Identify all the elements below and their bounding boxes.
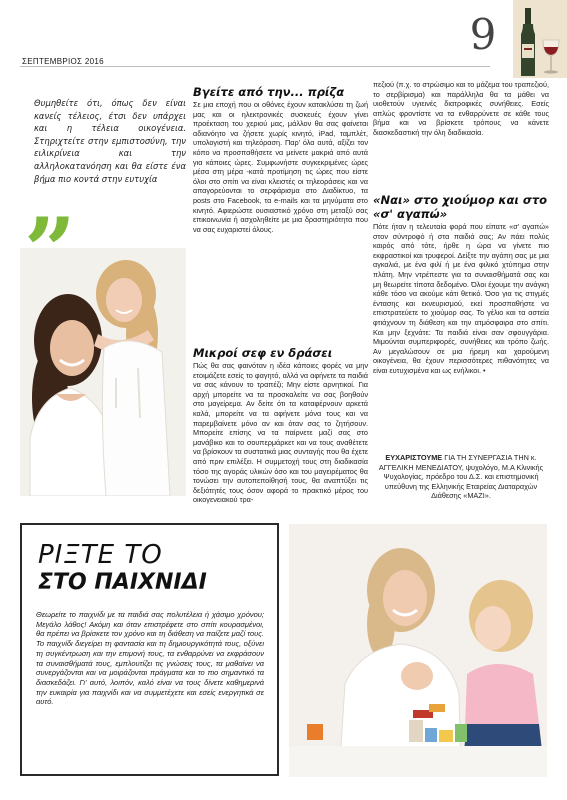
heading-unplug: Βγείτε από την... πρίζα [193,85,345,99]
acknowledgement [373,453,549,501]
paragraph-little-chefs-continued: πεζιού (π.χ. το στρώσιμο και το μάζεμα του τραπεζιού, το σερβίρισμα) και παράλληλα θα τα μάθει να υιοθετούν υγιεινές διατροφικές συνήθειες. Εσείς απλώς φροντίστε να τα ενθαρρύνετε σε κάθε τους βήμα και να βρίσκετε τρόπους να κάνετε διασκεδαστική την όλη διαδικασία. [373,80,549,137]
intro-quote: Θυμηθείτε ότι, όπως δεν είναι κανείς τέλειος, έτσι δεν υπάρχει και η τέλεια οικογένεια. Στηριχτείτε στην εμπιστοσύνη, την ειλικρίνεια και την αλληλοκατανόηση και θα είστε ένα βήμα πιο κοντά στην ευτυχία [34,98,186,184]
box-title-line2: ΣΤΟ ΠΑΙΧΝΙΔΙ [38,570,207,595]
paragraph-little-chefs: Πώς θα σας φαινόταν η ιδέα κάποιες φορές να μην ετοιμάζετε εσείς το φαγητό, αλλά να αφήνετε τα παιδιά να σας κάνουν το τραπέζι; Μην είστε αρνητικοί. Για αρχή μπορείτε να τα προσκαλείτε να σας βοηθούν στο μαγείρεμα. Αν δείτε ότι τα καταφέρνουν αρκετά καλά, μπορείτε να τα αφήνετε μόνα τους και να παρεμβαίνετε μόνο αν και όταν σας το ζητήσουν. Μπορείτε επίσης να τα παίρνετε μαζί σας στο μανάβικο και το σουπερμάρκετ και να τους αναθέτετε να βρίσκουν τα συστατικά μιας συνταγής που θα έχετε από πριν επιλέξει. Η συμμετοχή τους στη διαδικασία τόσο της αγοράς υλικών όσο και του μαγειρέματος θα τονώσει την αυτοπεποίθησή τους, θα αναπτύξει τις δεξιότητές τους όσον αφορά το πρακτικό μέρος του οικογενειακού τρα- [193,361,368,505]
heading-little-chefs: Μικροί σεφ εν δράσει [193,346,333,360]
issue-date: ΣΕΠΤΕΜΒΡΙΟΣ 2016 [22,57,104,66]
box-title-line1: ΡΙΞΤΕ ΤΟ [38,540,163,570]
header-divider [20,66,490,67]
wine-bottle-image [513,0,567,78]
paragraph-humor-love: Πότε ήταν η τελευταία φορά που είπατε «σ' αγαπώ» στον σύντροφό ή στα παιδιά σας; Αν πάει πολύς καιρός από τότε, ήρθε η ώρα να γίνετε πιο εκφραστικοί και τρυφεροί. Δείξτε την αγάπη σας με μια αγκαλιά, με ένα φιλί ή με ένα φιλικό χτύπημα στην πλάτη. Μην ντρέπεστε για τα συναισθήματά σας και μη θεωρείτε τίποτα δεδομένο. Όλοι έχουμε την ανάγκη κάθε τόσο να ακούμε κάτι θετικό. Όσο για τις στιγμές έντασης και εκνευρισμού, εκεί προσπαθήστε να επιστρατεύετε το χιούμορ σας. Το γέλιο και τα αστεία φτιάχνουν τη διάθεση και την ατμόσφαιρα στο σπίτι. Και μην ξεχνάτε: Τα παιδιά είναι σαν σφουγγάρια. Μιμούνται συμπεριφορές, συνήθειες και τρόπο ζωής. Αν μεγαλώσουν σε μια ήρεμη και χαρούμενη οικογένεια, θα έχουν περισσότερες πιθανότητες να είναι ευτυχισμένα και ως ενήλικοι. • [373,222,549,375]
mother-daughter-photo [20,248,186,496]
box-paragraph: Θεωρείτε το παιχνίδι με τα παιδιά σας πολυτέλεια ή χάσιμο χρόνου; Μεγάλο λάθος! Ακόμη και όταν επιστρέφετε στο σπίτι κουρασμένοι, θα πρέπει να βρίσκετε τον χρόνο και τη διάθεση να παίζετε μαζί τους. Το παιχνίδι διεγείρει τη φαντασία και τη δημιουργικότητά τους, οξύνει τη συγκέντρωση και την επιμονή τους, τα ενθαρρύνει να εκφράσουν τα συναισθήματά τους, εμπλουτίζει τις γνώσεις τους, τα μαθαίνει να συνεργάζονται και να μοιράζονται πράγματα και το πιο σημαντικό τα διασκεδάζει. Γι' αυτό, λοιπόν, καλό είναι να τους δίνετε καθημερινά την ευκαιρία για παιχνίδι και να συμμετέχετε και εσείς ενεργητικά σε αυτό. [36,610,264,707]
page-number: 9 [469,10,497,59]
heading-humor-love: «Ναι» στο χιούμορ και στο «σ' αγαπώ» [373,193,548,221]
acknowledgement-lead: ΕΥΧΑΡΙΣΤΟΥΜΕ [385,453,443,462]
acknowledgement-text: ΓΙΑ ΤΗ ΣΥΝΕΡΓΑΣΙΑ ΤΗΝ κ. ΑΓΓΕΛΙΚΗ ΜΕΝΕΔΙΑΤΟΥ, ψυχολόγο, Μ.Α Κλινικής Ψυχολογίας, πρόεδρο του Δ.Σ. και επιστημονική υπεύθυνη της Ελληνικής Εταιρείας Διαταραχών Διάθεσης «ΜΑΖΙ». [378,453,544,501]
paragraph-unplug: Σε μια εποχή που οι οθόνες έχουν κατακλύσει τη ζωή μας και οι ηλεκτρονικές συσκευές έχουν γίνει προέκταση του χεριού μας, μάλλον θα σας φαίνεται αδιανόητο να ζήσετε χωρίς κινητό, iPad, ταμπλέτ, υπολογιστή και τηλεόραση. Παρ' όλα αυτά, αξίζει τον κόπο να προσπαθήσετε να μείνετε μακριά από αυτά για κάποιες ώρες. Συμφωνήστε συγκεκριμένες ώρες μέσα στη μέρα -κατά προτίμηση τις ώρες που είστε όλοι στο σπίτι να είναι κλειστές οι τηλεοράσεις και να απαγορεύονται το σερφάρισμα στο Διαδίκτυο, τα posts στο Facebook, τα e-mails και τα μηνύματα στο κινητό. Αφιερώστε ουσιαστικό χρόνο στη μεταξύ σας επικοινωνία ή ασχοληθείτε με μια δραστηριότητα που να σας ευχαριστεί όλους. [193,100,368,234]
mother-child-playing-photo [289,524,547,777]
